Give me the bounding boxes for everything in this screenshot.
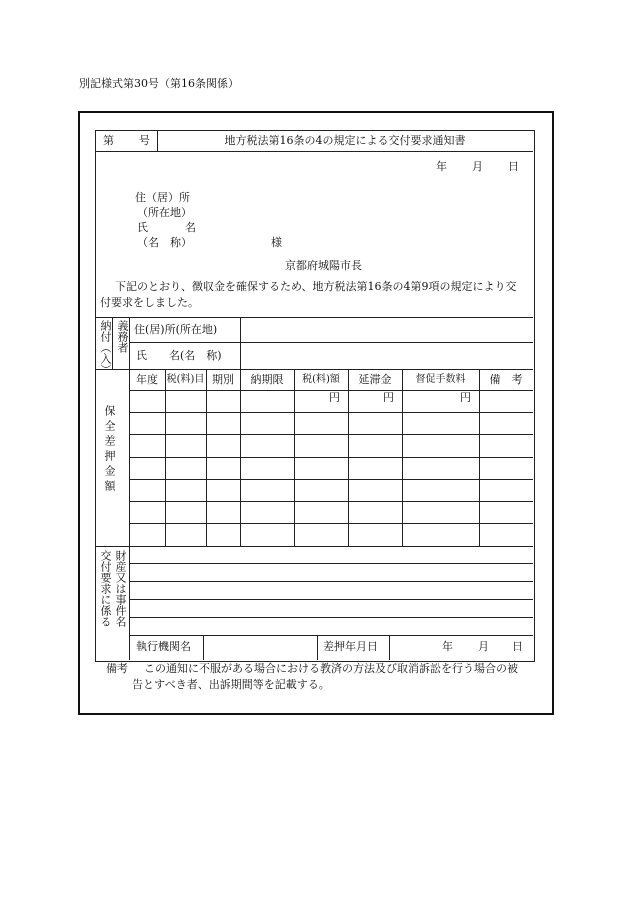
amounts-unit-label: 円 <box>460 391 471 404</box>
date-month: 月 <box>472 160 483 173</box>
corp-name-label: （名 称） <box>137 236 192 249</box>
amounts-unit-label: 円 <box>383 391 394 404</box>
seizure-year: 年 <box>442 640 453 653</box>
taxpayer-side-label-1: 納付（入） <box>99 320 112 375</box>
amounts-column-header: 年度 <box>136 373 158 386</box>
address-label: 住（居）所 <box>135 191 190 204</box>
taxpayer-side-label-2: 義務者 <box>116 320 129 353</box>
taxpayer-name-label: 氏 名(名 称) <box>136 349 222 362</box>
number-suffix: 号 <box>139 134 150 147</box>
amounts-column-header: 督促手数料 <box>415 374 466 385</box>
name-label-1: 氏 <box>137 221 148 234</box>
amounts-column-header: 税(料)額 <box>302 374 340 385</box>
amounts-column-header: 延滞金 <box>358 373 392 386</box>
amounts-side-label: 保全差押金額 <box>103 405 116 495</box>
amounts-column-header: 期別 <box>212 373 234 386</box>
issuer: 京都府城陽市長 <box>285 259 362 272</box>
amounts-row-divider <box>129 457 533 458</box>
number-label: 第 <box>103 134 114 147</box>
amounts-row-divider <box>129 501 533 502</box>
amounts-column-header: 納期限 <box>250 373 284 386</box>
remarks-text-1: この通知に不服がある場合における教済の方法及び取消訴訟を行う場合の被 <box>144 662 518 675</box>
form-number-label: 別記様式第30号（第16条関係） <box>79 77 239 90</box>
body-text-1: 下記のとおり、徴収金を確保するため、地方税法第16条の4第9項の規定により交 <box>115 280 517 293</box>
body-text-2: 付要求をしました。 <box>100 296 199 309</box>
remarks-label: 備考 <box>106 662 128 675</box>
name-label-2: 名 <box>185 221 196 234</box>
date-year: 年 <box>436 160 447 173</box>
amounts-row-divider <box>129 412 533 413</box>
seizure-date-label: 差押年月日 <box>323 640 378 653</box>
location-label: （所在地） <box>137 206 192 219</box>
amounts-row-divider <box>129 434 533 435</box>
amounts-row-divider <box>129 479 533 480</box>
seizure-month: 月 <box>478 640 489 653</box>
seizure-day: 日 <box>512 640 523 653</box>
honorific: 様 <box>271 236 282 249</box>
property-side-label-col1: 交付要求に係る <box>99 550 112 627</box>
form-title: 地方税法第16条の4の規定による交付要求通知書 <box>224 134 466 147</box>
amounts-row-divider <box>129 523 533 524</box>
amounts-column-header: 税(料)目 <box>166 374 205 385</box>
taxpayer-address-label: 住(居)所(所在地) <box>134 323 218 336</box>
amounts-column-header: 備 考 <box>489 373 523 386</box>
property-side-label-col2: 財産又は事件名 <box>114 550 127 627</box>
agency-label: 執行機関名 <box>136 640 191 653</box>
date-day: 日 <box>508 160 519 173</box>
amounts-unit-label: 円 <box>329 391 340 404</box>
remarks-text-2: 告とすべき者、出訴期間等を記載する。 <box>132 678 330 691</box>
